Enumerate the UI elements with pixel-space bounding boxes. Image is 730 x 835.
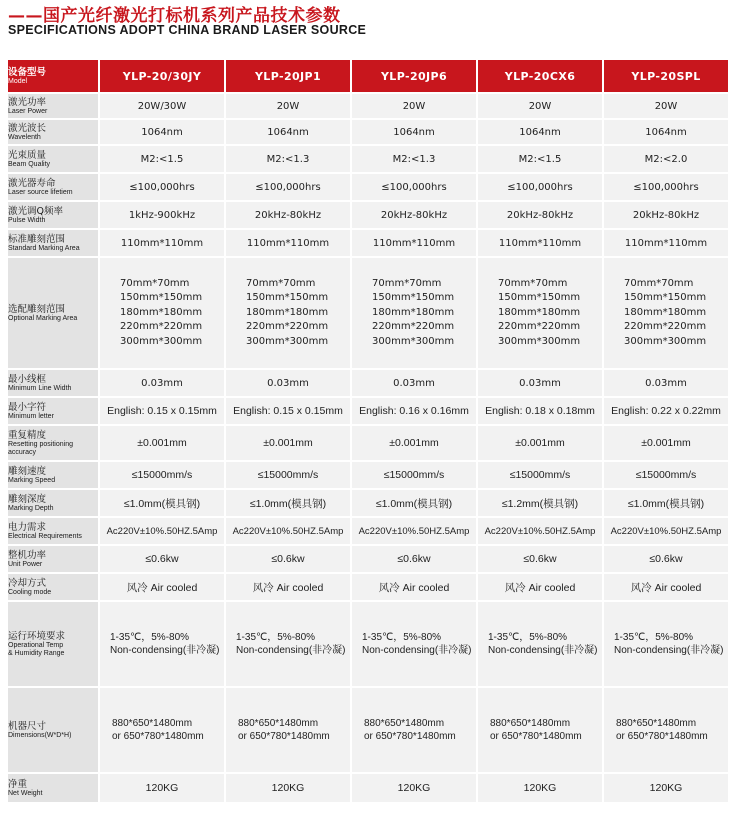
row-label: [8, 370, 98, 396]
table-cell: ≤0.6kw: [226, 546, 350, 572]
page-header: [0, 0, 730, 46]
row-label-cn: 激光波长: [8, 122, 47, 134]
table-cell: 1064nm: [226, 120, 350, 144]
model-header: YLP-20SPL: [604, 60, 728, 92]
table-cell: 120KG: [100, 774, 224, 802]
row-label-cn: 雕刻速度: [8, 465, 47, 477]
row-label-en: Beam Quality: [8, 160, 51, 168]
table-cell: Ac220V±10%.50HZ.5Amp: [352, 518, 476, 544]
table-cell: 0.03mm: [478, 370, 602, 396]
area-option: 300mm*300mm: [246, 335, 329, 347]
row-label: [8, 398, 98, 424]
table-cell: [352, 258, 476, 368]
table-cell: Ac220V±10%.50HZ.5Amp: [226, 518, 350, 544]
area-option: 150mm*150mm: [246, 292, 329, 304]
area-option: 150mm*150mm: [120, 292, 203, 304]
table-cell: ≤100,000hrs: [352, 174, 476, 200]
dim-line: or 650*780*1480mm: [364, 731, 456, 742]
row-label-cn: 最小字符: [8, 401, 47, 413]
area-option: 180mm*180mm: [624, 306, 707, 318]
table-cell: [100, 688, 224, 772]
area-option: 180mm*180mm: [372, 306, 455, 318]
table-cell: [226, 688, 350, 772]
table-cell: 1064nm: [100, 120, 224, 144]
table-cell: 20kHz-80kHz: [604, 202, 728, 228]
table-cell: [226, 258, 350, 368]
table-cell: ≤0.6kw: [100, 546, 224, 572]
table-cell: ≤1.0mm(模具钢): [352, 490, 476, 516]
row-label: [8, 546, 98, 572]
area-option: 70mm*70mm: [372, 277, 442, 289]
table-cell: ≤1.2mm(模具钢): [478, 490, 602, 516]
dim-line: 880*650*1480mm: [616, 718, 697, 729]
table-header-row: [8, 60, 728, 92]
spec-table: [6, 58, 730, 804]
row-label-en: Unit Power: [8, 560, 43, 568]
row-label-en: Standard Marking Area: [8, 244, 80, 252]
row-label-cn: 激光调Q频率: [8, 205, 63, 217]
table-cell: [478, 602, 602, 686]
table-cell: 0.03mm: [100, 370, 224, 396]
env-line: 1-35℃，5%-80%: [488, 632, 568, 643]
env-line: 1-35℃，5%-80%: [110, 632, 190, 643]
dim-line: 880*650*1480mm: [112, 718, 193, 729]
row-label-cn: 雕刻深度: [8, 493, 47, 505]
table-cell: [478, 258, 602, 368]
row-label-en: Resetting positioning accuracy: [8, 440, 73, 456]
row-label-cn: 激光器寿命: [8, 177, 56, 189]
dim-line: or 650*780*1480mm: [490, 731, 582, 742]
row-label-cn: 激光功率: [8, 96, 47, 108]
env-line: Non-condensing(非冷凝): [110, 645, 220, 656]
row-label-en: Operational Temp: [8, 641, 64, 649]
row-label: [8, 146, 98, 172]
table-cell: 1064nm: [604, 120, 728, 144]
table-cell: 0.03mm: [226, 370, 350, 396]
table-cell: ≤15000mm/s: [100, 462, 224, 488]
row-label-en: Cooling mode: [8, 588, 52, 596]
table-cell: 0.03mm: [604, 370, 728, 396]
dim-line: or 650*780*1480mm: [112, 731, 204, 742]
row-label: [8, 258, 98, 368]
row-label-en: & Humidity Range: [8, 649, 65, 657]
table-cell: ≤1.0mm(模具钢): [100, 490, 224, 516]
area-option: 70mm*70mm: [498, 277, 568, 289]
table-cell: M2:<2.0: [604, 146, 728, 172]
area-option: 70mm*70mm: [246, 277, 316, 289]
table-cell: 20kHz-80kHz: [226, 202, 350, 228]
table-row: [8, 602, 728, 686]
table-cell: English: 0.15 x 0.15mm: [100, 398, 224, 424]
dim-line: or 650*780*1480mm: [616, 731, 708, 742]
row-label-en: Marking Speed: [8, 476, 56, 484]
model-label-en: Model: [8, 77, 28, 85]
table-cell: 110mm*110mm: [226, 230, 350, 256]
row-label-cn: 运行环境要求: [8, 630, 66, 642]
row-label: [8, 774, 98, 802]
area-option: 220mm*220mm: [624, 321, 707, 333]
table-cell: ≤0.6kw: [604, 546, 728, 572]
table-cell: [478, 688, 602, 772]
table-cell: 风冷 Air cooled: [352, 574, 476, 600]
table-row: [8, 398, 728, 424]
table-row: [8, 426, 728, 460]
table-row: [8, 202, 728, 228]
area-option: 180mm*180mm: [498, 306, 581, 318]
table-cell: M2:<1.5: [478, 146, 602, 172]
table-cell: ±0.001mm: [604, 426, 728, 460]
table-cell: 20W: [352, 94, 476, 118]
row-label: [8, 574, 98, 600]
table-row: [8, 688, 728, 772]
table-cell: M2:<1.5: [100, 146, 224, 172]
row-label-en: Dimensions(W*D*H): [8, 731, 72, 739]
table-cell: [604, 602, 728, 686]
table-cell: ≤15000mm/s: [478, 462, 602, 488]
row-label-en: Pulse Width: [8, 216, 46, 224]
row-label-en: Laser Power: [8, 107, 48, 115]
area-option: 70mm*70mm: [624, 277, 694, 289]
dim-line: 880*650*1480mm: [238, 718, 319, 729]
area-option: 220mm*220mm: [120, 321, 203, 333]
row-label-cn: 最小线框: [8, 373, 47, 385]
area-option: 300mm*300mm: [372, 335, 455, 347]
model-header: YLP-20CX6: [478, 60, 602, 92]
row-label: [8, 688, 98, 772]
row-label: [8, 462, 98, 488]
table-cell: [100, 602, 224, 686]
table-row: [8, 94, 728, 118]
table-cell: ≤15000mm/s: [604, 462, 728, 488]
row-label-cn: 标准雕刻范围: [8, 233, 66, 245]
table-cell: ≤0.6kw: [352, 546, 476, 572]
table-cell: English: 0.18 x 0.18mm: [478, 398, 602, 424]
table-cell: ±0.001mm: [226, 426, 350, 460]
row-label: [8, 94, 98, 118]
row-label: [8, 518, 98, 544]
row-label: [8, 230, 98, 256]
row-label-cn: 选配雕刻范围: [8, 303, 66, 315]
row-label: [8, 602, 98, 686]
area-option: 180mm*180mm: [246, 306, 329, 318]
row-label-en: Wavelenth: [8, 133, 41, 141]
row-label: [8, 426, 98, 460]
table-row: [8, 490, 728, 516]
row-label-en: Marking Depth: [8, 504, 54, 512]
table-cell: 120KG: [226, 774, 350, 802]
table-cell: 110mm*110mm: [604, 230, 728, 256]
row-label-cn: 电力需求: [8, 521, 47, 533]
row-label: [8, 120, 98, 144]
table-cell: 120KG: [352, 774, 476, 802]
area-option: 300mm*300mm: [498, 335, 581, 347]
table-cell: English: 0.22 x 0.22mm: [604, 398, 728, 424]
area-option: 180mm*180mm: [120, 306, 203, 318]
env-line: 1-35℃，5%-80%: [362, 632, 442, 643]
table-cell: 20W: [226, 94, 350, 118]
env-line: 1-35℃，5%-80%: [614, 632, 694, 643]
table-cell: 20kHz-80kHz: [352, 202, 476, 228]
table-cell: 110mm*110mm: [352, 230, 476, 256]
table-cell: ≤1.0mm(模具钢): [226, 490, 350, 516]
row-label-cn: 冷却方式: [8, 577, 47, 589]
table-cell: ≤100,000hrs: [478, 174, 602, 200]
table-cell: ±0.001mm: [478, 426, 602, 460]
table-cell: [352, 602, 476, 686]
table-cell: [226, 602, 350, 686]
table-cell: 110mm*110mm: [100, 230, 224, 256]
row-label: [8, 490, 98, 516]
row-label: [8, 202, 98, 228]
model-label-cell: [8, 60, 98, 92]
env-line: Non-condensing(非冷凝): [614, 645, 724, 656]
table-cell: Ac220V±10%.50HZ.5Amp: [478, 518, 602, 544]
area-option: 220mm*220mm: [498, 321, 581, 333]
table-cell: 0.03mm: [352, 370, 476, 396]
table-cell: 120KG: [604, 774, 728, 802]
table-row: [8, 120, 728, 144]
env-line: 1-35℃，5%-80%: [236, 632, 316, 643]
page-subtitle: SPECIFICATIONS ADOPT CHINA BRAND LASER SOURCE: [8, 23, 367, 37]
table-cell: 20W/30W: [100, 94, 224, 118]
table-row: [8, 574, 728, 600]
row-label-cn: 机器尺寸: [8, 720, 47, 732]
table-cell: ≤1.0mm(模具钢): [604, 490, 728, 516]
table-row: [8, 462, 728, 488]
row-label-cn: 重复精度: [8, 429, 47, 441]
table-cell: [100, 258, 224, 368]
table-cell: [352, 688, 476, 772]
area-option: 300mm*300mm: [120, 335, 203, 347]
row-label-en: Electrical Requirements: [8, 532, 82, 540]
table-cell: [604, 688, 728, 772]
table-cell: 1064nm: [478, 120, 602, 144]
area-option: 70mm*70mm: [120, 277, 190, 289]
area-option: 150mm*150mm: [498, 292, 581, 304]
table-row: [8, 774, 728, 802]
table-cell: ≤100,000hrs: [100, 174, 224, 200]
table-cell: M2:<1.3: [352, 146, 476, 172]
table-cell: 风冷 Air cooled: [604, 574, 728, 600]
table-cell: 风冷 Air cooled: [226, 574, 350, 600]
env-line: Non-condensing(非冷凝): [362, 645, 472, 656]
table-cell: ≤15000mm/s: [352, 462, 476, 488]
table-row: [8, 370, 728, 396]
table-cell: 20W: [478, 94, 602, 118]
model-label-cn: 设备型号: [8, 66, 47, 78]
table-cell: ±0.001mm: [352, 426, 476, 460]
row-label: [8, 174, 98, 200]
table-cell: English: 0.15 x 0.15mm: [226, 398, 350, 424]
table-row: [8, 518, 728, 544]
table-cell: 20kHz-80kHz: [478, 202, 602, 228]
area-option: 220mm*220mm: [372, 321, 455, 333]
table-cell: 风冷 Air cooled: [478, 574, 602, 600]
model-header: YLP-20JP6: [352, 60, 476, 92]
table-row: [8, 146, 728, 172]
row-label-en: Optional Marking Area: [8, 314, 78, 322]
row-label-en: Net Weight: [8, 789, 43, 797]
table-cell: Ac220V±10%.50HZ.5Amp: [100, 518, 224, 544]
table-cell: 1064nm: [352, 120, 476, 144]
dim-line: or 650*780*1480mm: [238, 731, 330, 742]
area-option: 220mm*220mm: [246, 321, 329, 333]
table-cell: [604, 258, 728, 368]
model-header: YLP-20/30JY: [100, 60, 224, 92]
dim-line: 880*650*1480mm: [364, 718, 445, 729]
table-cell: English: 0.16 x 0.16mm: [352, 398, 476, 424]
table-cell: 20W: [604, 94, 728, 118]
table-cell: 110mm*110mm: [478, 230, 602, 256]
area-option: 300mm*300mm: [624, 335, 707, 347]
table-cell: ≤0.6kw: [478, 546, 602, 572]
table-cell: ≤15000mm/s: [226, 462, 350, 488]
row-label-cn: 整机功率: [8, 549, 47, 561]
table-row: [8, 230, 728, 256]
dim-line: 880*650*1480mm: [490, 718, 571, 729]
row-label-cn: 净重: [8, 778, 28, 790]
table-cell: ≤100,000hrs: [226, 174, 350, 200]
page-title: ——国产光纤激光打标机系列产品技术参数: [8, 6, 341, 26]
row-label-en: Laser source lifetiem: [8, 188, 73, 196]
table-cell: 1kHz-900kHz: [100, 202, 224, 228]
area-option: 150mm*150mm: [372, 292, 455, 304]
table-cell: ±0.001mm: [100, 426, 224, 460]
table-cell: 风冷 Air cooled: [100, 574, 224, 600]
table-cell: ≤100,000hrs: [604, 174, 728, 200]
table-cell: M2:<1.3: [226, 146, 350, 172]
env-line: Non-condensing(非冷凝): [236, 645, 346, 656]
table-row: [8, 258, 728, 368]
model-header: YLP-20JP1: [226, 60, 350, 92]
env-line: Non-condensing(非冷凝): [488, 645, 598, 656]
row-label-cn: 光束质量: [8, 149, 47, 161]
row-label-en: Minimum letter: [8, 412, 54, 420]
table-cell: 120KG: [478, 774, 602, 802]
table-row: [8, 174, 728, 200]
table-row: [8, 546, 728, 572]
row-label-en: Minimum Line Width: [8, 384, 72, 392]
table-cell: Ac220V±10%.50HZ.5Amp: [604, 518, 728, 544]
area-option: 150mm*150mm: [624, 292, 707, 304]
